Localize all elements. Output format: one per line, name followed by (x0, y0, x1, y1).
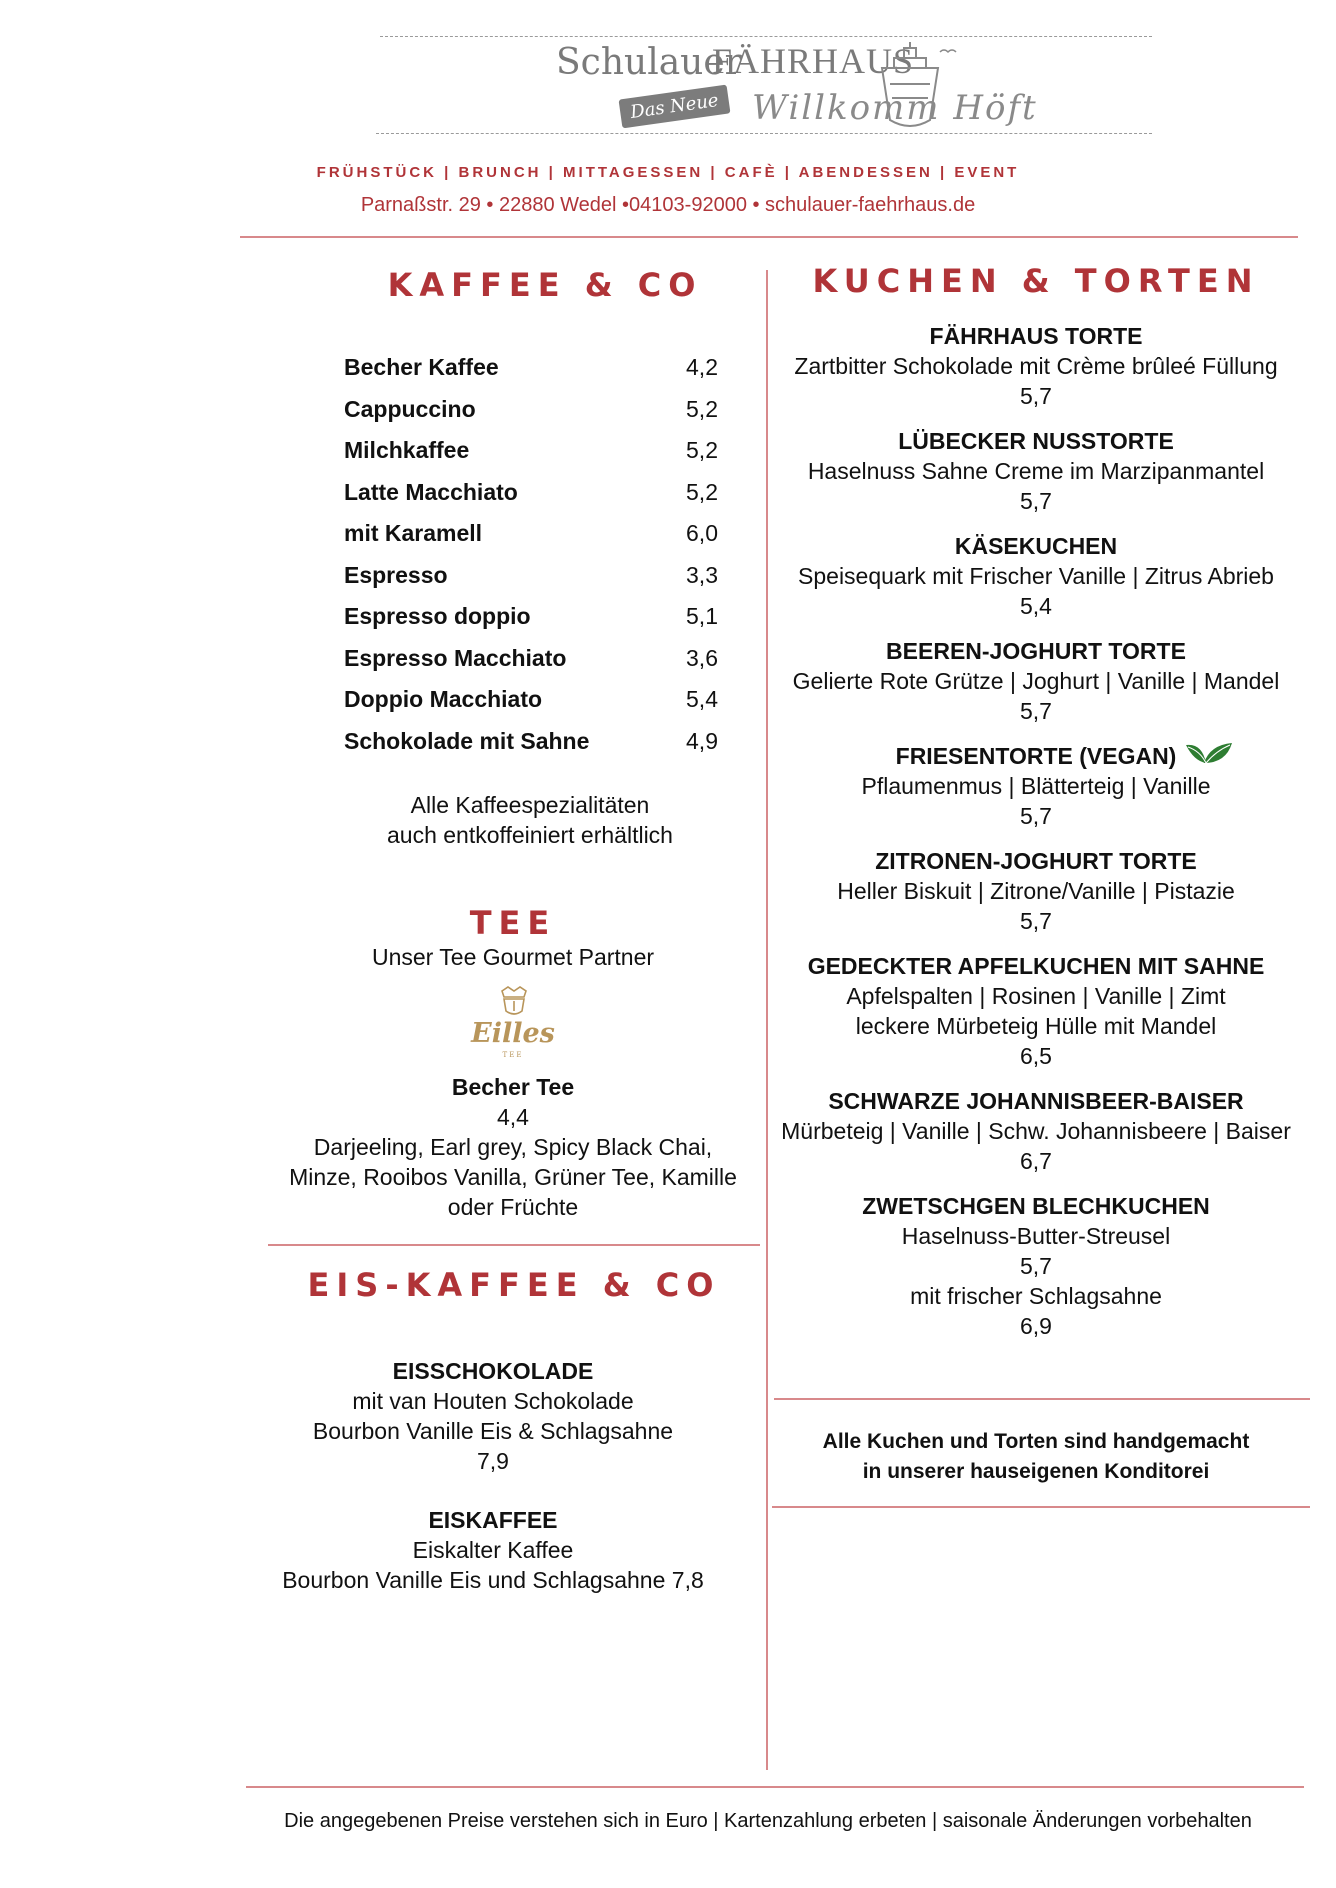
kuchen-note-line1: Alle Kuchen und Torten sind handgemacht (822, 1430, 1250, 1453)
kaffee-note (300, 790, 760, 850)
tee-item-price: 4,4 (497, 1104, 529, 1130)
ship-icon (860, 40, 960, 130)
kuchen-note-bottom-rule (772, 1506, 1310, 1508)
kuchen-item-1-name: FÄHRHAUS TORTE (929, 323, 1143, 349)
kuchen-note-line2: in unserer hauseigenen Konditorei (862, 1460, 1210, 1483)
kaffee-item (344, 728, 718, 768)
kuchen-item-4 (776, 636, 1296, 726)
kaffee-note-line2: auch entkoffeiniert erhältlich (387, 822, 673, 848)
kuchen-note (776, 1427, 1296, 1487)
kuchen-item-8-name: SCHWARZE JOHANNISBEER-BAISER (828, 1088, 1244, 1114)
footer-text: Die angegebenen Preise verstehen sich in Euro | Kartenzahlung erbeten | saisonale Änderungen vorbehalten (284, 1810, 1252, 1832)
kuchen-item-8-desc: Mürbeteig | Vanille | Schw. Johannisbeere | Baiser (781, 1118, 1291, 1144)
eis-item-1 (270, 1356, 716, 1476)
logo-badge: Das Neue (619, 85, 731, 129)
kaffee-item (344, 520, 718, 560)
tee-item-name: Becher Tee (451, 1074, 575, 1100)
kaffee-item (344, 479, 718, 519)
kaffee-item (344, 396, 718, 436)
kuchen-item-8 (776, 1086, 1296, 1176)
kuchen-item-2-price: 5,7 (1020, 488, 1052, 514)
kuchen-item-3-name: KÄSEKUCHEN (954, 533, 1118, 559)
header-divider (240, 236, 1298, 238)
kuchen-item-9 (776, 1191, 1296, 1341)
kaffee-item-name: Espresso doppio (344, 603, 531, 629)
kaffee-item-price: 4,9 (686, 727, 718, 754)
kuchen-item-9-extra-price: 6,9 (1020, 1313, 1052, 1339)
kaffee-item (344, 686, 718, 726)
kaffee-item-price: 5,2 (686, 395, 718, 422)
kaffee-item-price: 6,0 (686, 520, 718, 546)
kuchen-item-5-name: FRIESENTORTE (VEGAN) (895, 743, 1177, 769)
crest-icon (496, 983, 532, 1017)
tee-item (270, 1072, 756, 1222)
kuchen-item-9-desc: Haselnuss-Butter-Streusel (901, 1223, 1171, 1249)
services-line: FRÜHSTÜCK | BRUNCH | MITTAGESSEN | CAFÈ | ABENDESSEN | EVENT (316, 164, 1020, 181)
kuchen-item-7-desc2: leckere Mürbeteig Hülle mit Mandel (855, 1013, 1217, 1039)
kuchen-item-9-name: ZWETSCHGEN BLECHKUCHEN (862, 1193, 1210, 1219)
header-bottom-rule (376, 133, 1152, 134)
kaffee-item (344, 603, 718, 643)
kaffee-item-name: mit Karamell (344, 520, 483, 546)
logo-schulauer: Schulauer (556, 42, 742, 83)
tee-desc-2: Minze, Rooibos Vanilla, Grüner Tee, Kamille (289, 1164, 737, 1190)
kuchen-item-6 (776, 846, 1296, 936)
footer-rule (246, 1786, 1304, 1788)
eis-item-2 (270, 1505, 716, 1595)
tea-brand-sub: TEE (502, 1051, 524, 1059)
kaffee-item-price: 3,6 (686, 644, 718, 671)
eis-item-1-price: 7,9 (477, 1448, 509, 1474)
kuchen-item-6-desc: Heller Biskuit | Zitrone/Vanille | Pistazie (837, 878, 1235, 904)
kaffee-item-name: Latte Macchiato (344, 478, 518, 505)
kaffee-item-name: Doppio Macchiato (344, 686, 543, 712)
kuchen-item-3 (776, 531, 1296, 621)
kuchen-item-6-name: ZITRONEN-JOGHURT TORTE (875, 848, 1197, 874)
eis-item-2-name: EISKAFFEE (428, 1507, 558, 1533)
kuchen-item-3-price: 5,4 (1020, 593, 1052, 619)
kaffee-title: KAFFEE & CO (387, 266, 703, 304)
kuchen-item-7-name: GEDECKTER APFELKUCHEN MIT SAHNE (807, 953, 1265, 979)
kuchen-item-4-price: 5,7 (1020, 698, 1052, 724)
kuchen-item-2-name: LÜBECKER NUSSTORTE (898, 428, 1174, 454)
kuchen-item-9-price: 5,7 (1020, 1253, 1052, 1279)
tea-brand: Eilles (471, 1018, 555, 1049)
eis-item-2-line1: Eiskalter Kaffee (412, 1537, 574, 1563)
kaffee-item-price: 5,4 (686, 686, 718, 712)
tee-divider (268, 1244, 760, 1246)
logo-faehrhaus: FÄHRHAUS (712, 41, 915, 81)
eis-title: EIS-KAFFEE & CO (307, 1266, 721, 1304)
leaf-icon (1182, 737, 1236, 771)
kaffee-note-line1: Alle Kaffeespezialitäten (410, 792, 650, 818)
tee-title: TEE (469, 904, 557, 942)
kuchen-item-5-price: 5,7 (1020, 803, 1052, 829)
kuchen-item-7 (776, 951, 1296, 1071)
kuchen-item-5-desc: Pflaumenmus | Blätterteig | Vanille (861, 773, 1211, 799)
kuchen-item-2 (776, 426, 1296, 516)
kuchen-item-1-desc: Zartbitter Schokolade mit Crème brûleé Füllung (794, 353, 1278, 379)
kaffee-item-name: Cappuccino (344, 395, 476, 422)
kuchen-item-1-price: 5,7 (1020, 383, 1052, 409)
kaffee-item-price: 5,2 (686, 478, 718, 505)
header-top-rule (380, 36, 1152, 37)
kuchen-title: KUCHEN & TORTEN (812, 262, 1260, 300)
kuchen-item-1 (776, 321, 1296, 411)
kaffee-item (344, 562, 718, 602)
kuchen-item-3-desc: Speisequark mit Frischer Vanille | Zitrus Abrieb (798, 563, 1274, 589)
kaffee-item-price: 5,2 (686, 437, 718, 463)
address-line: Parnaßstr. 29 • 22880 Wedel •04103-92000 • schulauer-faehrhaus.de (360, 194, 976, 216)
kaffee-item-name: Milchkaffee (344, 437, 470, 463)
kuchen-item-9-extra: mit frischer Schlagsahne (910, 1283, 1162, 1309)
kaffee-item-name: Becher Kaffee (344, 354, 499, 380)
eis-item-2-line2: Bourbon Vanille Eis und Schlagsahne 7,8 (282, 1567, 704, 1593)
tee-partner: Unser Tee Gourmet Partner (371, 944, 655, 970)
kaffee-item-name: Schokolade mit Sahne (344, 727, 590, 754)
kuchen-item-4-name: BEEREN-JOGHURT TORTE (886, 638, 1186, 664)
kuchen-item-6-price: 5,7 (1020, 908, 1052, 934)
kaffee-item (344, 354, 718, 394)
kaffee-item (344, 437, 718, 477)
eis-item-1-name: EISSCHOKOLADE (392, 1358, 594, 1384)
kaffee-item-price: 4,2 (686, 354, 718, 380)
kuchen-item-4-desc: Gelierte Rote Grütze | Joghurt | Vanille | Mandel (792, 668, 1280, 694)
kuchen-item-7-price: 6,5 (1020, 1043, 1052, 1069)
tee-desc-1: Darjeeling, Earl grey, Spicy Black Chai, (313, 1134, 713, 1160)
kaffee-item-price: 3,3 (686, 561, 718, 588)
kuchen-note-top-rule (774, 1398, 1310, 1400)
eis-item-1-line1: mit van Houten Schokolade (352, 1388, 634, 1414)
kaffee-item-name: Espresso (344, 561, 448, 588)
kuchen-item-2-desc: Haselnuss Sahne Creme im Marzipanmantel (807, 458, 1265, 484)
eis-item-1-line2: Bourbon Vanille Eis & Schlagsahne (312, 1418, 674, 1444)
tee-desc-3: oder Früchte (447, 1194, 579, 1220)
kaffee-item (344, 645, 718, 685)
kaffee-item-price: 5,1 (686, 603, 718, 629)
kuchen-item-7-desc: Apfelspalten | Rosinen | Vanille | Zimt (846, 983, 1226, 1009)
kuchen-item-8-price: 6,7 (1020, 1148, 1052, 1174)
logo-script: Willkomm Höft (752, 88, 1038, 128)
column-divider (766, 270, 768, 1770)
kaffee-item-name: Espresso Macchiato (344, 644, 567, 671)
